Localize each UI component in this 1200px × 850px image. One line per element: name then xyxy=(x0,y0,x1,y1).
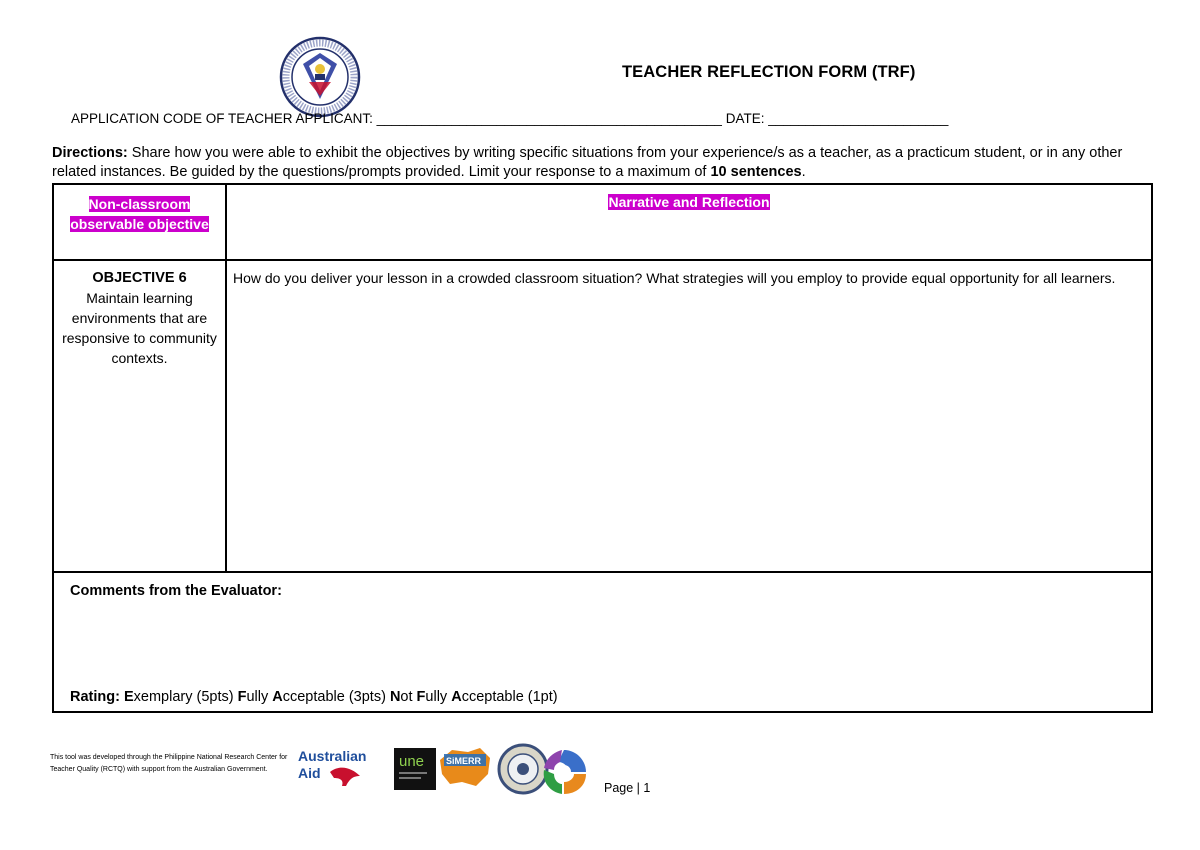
partner-logos xyxy=(296,742,606,798)
evaluator-comments-cell[interactable] xyxy=(53,572,1152,712)
narrative-column-header xyxy=(226,184,1152,260)
objective-description: Maintain learning environments that are responsive to community contexts. xyxy=(62,290,217,366)
objective-column-header xyxy=(53,184,226,260)
narrative-prompt: How do you deliver your lesson in a crowded classroom situation? What strategies will you employ to provide equal opportunity for all learners. xyxy=(233,270,1116,286)
directions-label: Directions: xyxy=(52,145,128,161)
narrative-response-cell[interactable] xyxy=(226,260,1152,572)
footer-note: This tool was developed through the Philippine National Research Center for Teacher Quality (RCTQ) with support from the Australian Government. xyxy=(50,754,288,773)
aid-logo-text-2: Aid xyxy=(298,765,321,781)
rating-text: cceptable (1pt) xyxy=(461,689,558,705)
rating-text: cceptable (3pts) xyxy=(282,689,390,705)
deped-seal-icon xyxy=(279,36,361,118)
rating-text: ully xyxy=(246,689,273,705)
comments-label: Comments from the Evaluator: xyxy=(70,583,282,599)
objective-row xyxy=(53,260,1152,572)
reflection-table xyxy=(52,183,1153,713)
rctq-logo xyxy=(544,750,586,794)
simerr-logo-text: SiMERR xyxy=(446,756,482,766)
directions-limit: 10 sentences xyxy=(710,164,802,180)
table-header-row xyxy=(53,184,1152,260)
rating-initial: A xyxy=(272,689,283,705)
rating-initial: E xyxy=(123,689,134,705)
rating-line xyxy=(70,689,558,705)
une-logo-text: une xyxy=(399,753,425,770)
australian-aid-logo xyxy=(298,748,366,786)
une-logo xyxy=(394,748,436,790)
rating-label: Rating: xyxy=(70,689,120,705)
form-title: TEACHER REFLECTION FORM (TRF) xyxy=(622,63,916,81)
rating-initial: N xyxy=(389,689,401,705)
objective-header-label: Non-classroom observable objective xyxy=(70,196,209,232)
application-code-date-line[interactable]: APPLICATION CODE OF TEACHER APPLICANT: ______________________________________________ DATE: ________________________ xyxy=(71,111,949,126)
objective-cell xyxy=(53,260,226,572)
pnu-seal-icon xyxy=(499,745,547,793)
comments-row xyxy=(53,572,1152,712)
directions-text: Share how you were able to exhibit the objectives by writing specific situations from your experience/s as a teacher, as a practicum student, or in any other related instances. Be guided by the questions/prompts provided. Limit your response to a maximum of xyxy=(52,145,1123,180)
page-number: Page | 1 xyxy=(604,781,651,795)
rating-initial: A xyxy=(451,689,462,705)
directions-end: . xyxy=(801,164,806,180)
narrative-header-label: Narrative and Reflection xyxy=(608,194,770,210)
simerr-logo xyxy=(440,748,490,786)
rating-initial: F xyxy=(237,689,247,705)
rating-text: ully xyxy=(425,689,452,705)
rating-text: ot xyxy=(400,689,417,705)
rating-text: xemplary (5pts) xyxy=(133,689,238,705)
aid-logo-text-1: Australian xyxy=(298,748,367,764)
objective-title: OBJECTIVE 6 xyxy=(92,270,187,286)
rating-initial: F xyxy=(416,689,426,705)
directions xyxy=(52,144,1152,182)
